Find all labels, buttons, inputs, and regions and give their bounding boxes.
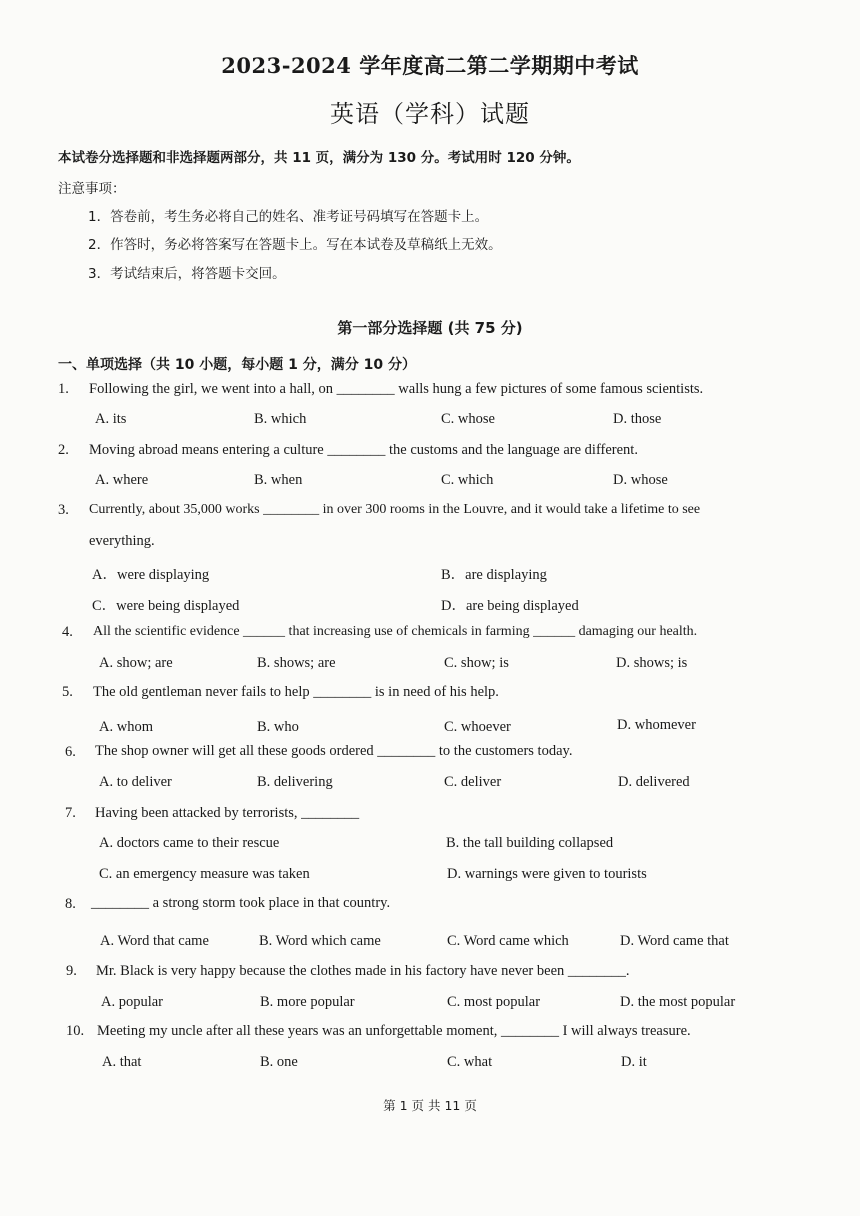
option-d: D. warnings were given to tourists (447, 866, 647, 882)
notice-heading: 注意事项： (58, 181, 126, 197)
page-number: 第 1 页 共 11 页 (383, 1098, 477, 1113)
option-c: C. whoever (444, 719, 511, 735)
option-d: D．are being displayed (441, 598, 579, 614)
option-a: A. whom (99, 719, 153, 735)
question-stem: Having been attacked by terrorists, ________ (95, 805, 360, 821)
question-number: 2. (58, 442, 69, 458)
option-c: C. most popular (447, 994, 541, 1010)
option-d: D. whose (613, 472, 668, 488)
option-c: C．were being displayed (92, 598, 240, 614)
exam-title: 2023-2024 学年度高二第二学期期中考试 (221, 53, 639, 78)
exam-intro: 本试卷分选择题和非选择题两部分，共 11 页，满分为 130 分。考试用时 120 分钟。 (58, 150, 580, 166)
notice-item: 2．作答时，务必将答案写在答题卡上。写在本试卷及草稿纸上无效。 (88, 237, 502, 253)
question-number: 4. (62, 624, 73, 640)
option-b: B. one (260, 1054, 298, 1070)
option-c: C. show; is (444, 655, 509, 671)
option-a: A. its (95, 411, 127, 427)
question-stem: Following the girl, we went into a hall, on ________ walls hung a few pictures of some famous scientists. (89, 381, 704, 397)
option-d: D. whomever (617, 717, 696, 733)
option-d: D. the most popular (620, 994, 736, 1010)
question-number: 3. (58, 502, 69, 518)
notice-item: 3．考试结束后，将答题卡交回。 (88, 266, 286, 282)
option-a: A. doctors came to their rescue (99, 835, 280, 851)
option-a: A. where (95, 472, 149, 488)
question-number: 8. (65, 896, 76, 912)
question-stem: ________ a strong storm took place in that country. (91, 895, 391, 911)
question-stem-continued: everything. (89, 533, 155, 549)
option-b: B. who (257, 719, 299, 735)
option-c: C. an emergency measure was taken (99, 866, 310, 882)
option-d: D. those (613, 411, 662, 427)
option-b: B. delivering (257, 774, 333, 790)
question-number: 5. (62, 684, 73, 700)
option-c: C. deliver (444, 774, 502, 790)
option-b: B. more popular (260, 994, 355, 1010)
question-stem: The old gentleman never fails to help ________ is in need of his help. (93, 684, 499, 700)
option-a: A. to deliver (99, 774, 172, 790)
option-d: D. it (621, 1054, 647, 1070)
question-stem: The shop owner will get all these goods ordered ________ to the customers today. (95, 743, 573, 759)
option-c: C. Word came which (447, 933, 569, 949)
option-d: D. delivered (618, 774, 690, 790)
notice-item: 1．答卷前，考生务必将自己的姓名、准考证号码填写在答题卡上。 (88, 209, 489, 225)
question-stem: Moving abroad means entering a culture ________ the customs and the language are different. (89, 442, 638, 458)
part-heading: 第一部分选择题 (共 75 分) (337, 319, 523, 337)
option-a: A. Word that came (100, 933, 209, 949)
question-number: 9. (66, 963, 77, 979)
option-a: A. show; are (99, 655, 173, 671)
option-a: A. that (102, 1054, 142, 1070)
option-b: B. which (254, 411, 307, 427)
question-stem: Mr. Black is very happy because the clothes made in his factory have never been ________. (96, 963, 630, 979)
option-b: B．are displaying (441, 567, 547, 583)
option-b: B. when (254, 472, 303, 488)
option-d: D. Word came that (620, 933, 729, 949)
option-b: B. the tall building collapsed (446, 835, 614, 851)
option-b: B. Word which came (259, 933, 381, 949)
option-c: C. whose (441, 411, 495, 427)
option-d: D. shows; is (616, 655, 688, 671)
question-stem: Currently, about 35,000 works ________ in over 300 rooms in the Louvre, and it would take a lifetime to see (89, 502, 701, 517)
exam-subtitle: 英语（学科）试题 (330, 100, 530, 128)
option-a: A. popular (101, 994, 164, 1010)
question-number: 6. (65, 744, 76, 760)
option-c: C. what (447, 1054, 493, 1070)
question-stem: Meeting my uncle after all these years was an unforgettable moment, ________ I will always treasure. (97, 1023, 691, 1039)
section-heading: 一、单项选择（共 10 小题，每小题 1 分，满分 10 分） (58, 357, 416, 373)
question-number: 7. (65, 805, 76, 821)
option-b: B. shows; are (257, 655, 336, 671)
question-number: 1. (58, 381, 69, 397)
option-c: C. which (441, 472, 494, 488)
option-a: A．were displaying (92, 567, 210, 583)
question-number: 10. (66, 1023, 85, 1039)
question-stem: All the scientific evidence ______ that increasing use of chemicals in farming ______ damaging our health. (93, 624, 698, 639)
